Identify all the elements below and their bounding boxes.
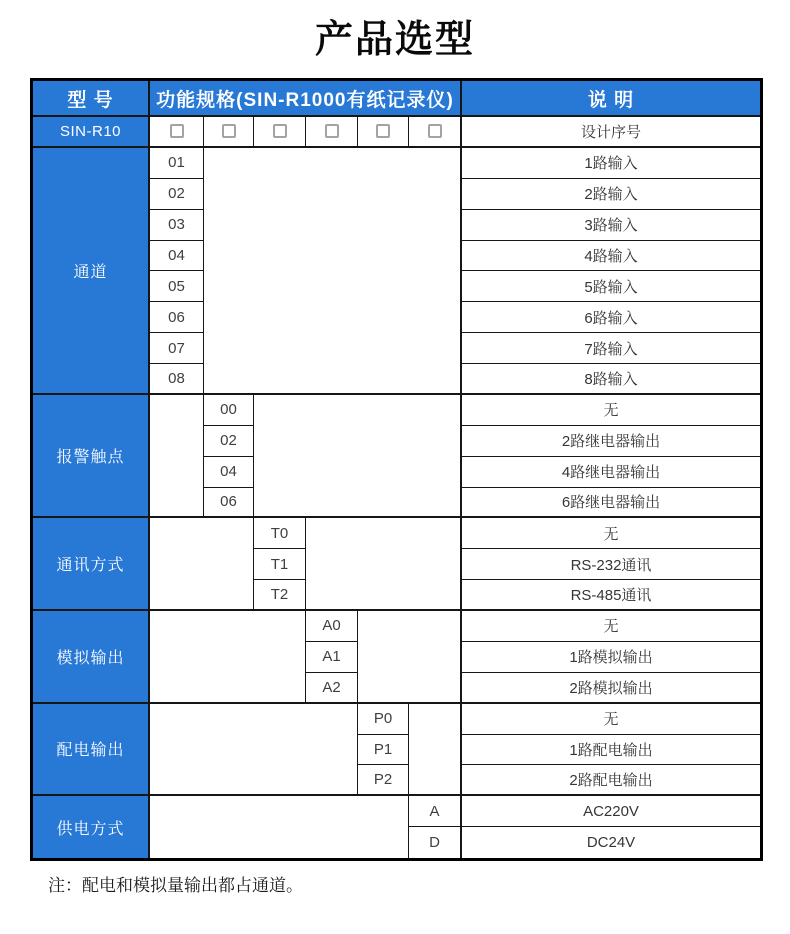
- order-code-box-1: [150, 117, 204, 148]
- section-label-analog: 模拟输出: [33, 611, 150, 704]
- code-cell: P2: [358, 765, 409, 796]
- code-cell: 06: [150, 302, 204, 333]
- desc-cell: 3路输入: [462, 210, 760, 241]
- code-cell: A1: [306, 642, 358, 673]
- spacer-cell: [409, 704, 462, 797]
- header-col-spec: 功能规格(SIN-R1000有纸记录仪): [150, 81, 462, 117]
- code-cell: 02: [150, 179, 204, 210]
- spacer-cell: [150, 518, 254, 611]
- desc-cell: AC220V: [462, 796, 760, 827]
- desc-cell: 4路继电器输出: [462, 457, 760, 488]
- footnote: 注：配电和模拟量输出都占通道。: [48, 876, 303, 895]
- desc-cell: 无: [462, 611, 760, 642]
- desc-cell: 无: [462, 704, 760, 735]
- desc-cell: 4路输入: [462, 241, 760, 272]
- code-cell: 05: [150, 271, 204, 302]
- desc-cell: 无: [462, 395, 760, 426]
- desc-cell: 2路输入: [462, 179, 760, 210]
- order-code-box-2: [204, 117, 254, 148]
- spacer-cell: [204, 148, 462, 395]
- code-cell: P0: [358, 704, 409, 735]
- code-cell: 03: [150, 210, 204, 241]
- order-code-box-4: [306, 117, 358, 148]
- desc-cell: RS-232通讯: [462, 549, 760, 580]
- model-cell: SIN-R10: [33, 117, 150, 148]
- code-cell: T0: [254, 518, 306, 549]
- code-cell: 00: [204, 395, 254, 426]
- checkbox-icon[interactable]: [325, 124, 339, 138]
- spacer-cell: [150, 395, 204, 519]
- code-cell: T2: [254, 580, 306, 611]
- code-cell: 04: [150, 241, 204, 272]
- spacer-cell: [150, 796, 409, 858]
- code-cell: 04: [204, 457, 254, 488]
- desc-cell: RS-485通讯: [462, 580, 760, 611]
- model-desc-cell: 设计序号: [462, 117, 760, 148]
- spacer-cell: [150, 611, 306, 704]
- code-cell: A0: [306, 611, 358, 642]
- checkbox-icon[interactable]: [376, 124, 390, 138]
- desc-cell: 6路输入: [462, 302, 760, 333]
- order-code-box-3: [254, 117, 306, 148]
- code-cell: 01: [150, 148, 204, 179]
- code-cell: 06: [204, 488, 254, 519]
- desc-cell: 2路继电器输出: [462, 426, 760, 457]
- product-selection-table: [30, 78, 763, 861]
- order-code-box-6: [409, 117, 462, 148]
- code-cell: 02: [204, 426, 254, 457]
- checkbox-icon[interactable]: [273, 124, 287, 138]
- desc-cell: 1路配电输出: [462, 735, 760, 766]
- checkbox-icon[interactable]: [428, 124, 442, 138]
- section-label-channels: 通道: [33, 148, 150, 395]
- desc-cell: 无: [462, 518, 760, 549]
- desc-cell: 6路继电器输出: [462, 488, 760, 519]
- code-cell: T1: [254, 549, 306, 580]
- desc-cell: 8路输入: [462, 364, 760, 395]
- page-title: 产品选型: [314, 19, 475, 61]
- order-code-box-5: [358, 117, 409, 148]
- desc-cell: 7路输入: [462, 333, 760, 364]
- desc-cell: 1路模拟输出: [462, 642, 760, 673]
- desc-cell: 1路输入: [462, 148, 760, 179]
- spacer-cell: [254, 395, 462, 519]
- desc-cell: 5路输入: [462, 271, 760, 302]
- code-cell: 08: [150, 364, 204, 395]
- section-label-power-dist: 配电输出: [33, 704, 150, 797]
- checkbox-icon[interactable]: [170, 124, 184, 138]
- header-col-desc: 说 明: [462, 81, 760, 117]
- spacer-cell: [150, 704, 358, 797]
- code-cell: D: [409, 827, 462, 858]
- section-label-comm: 通讯方式: [33, 518, 150, 611]
- code-cell: A: [409, 796, 462, 827]
- desc-cell: 2路模拟输出: [462, 673, 760, 704]
- checkbox-icon[interactable]: [222, 124, 236, 138]
- code-cell: P1: [358, 735, 409, 766]
- section-label-supply: 供电方式: [33, 796, 150, 858]
- spacer-cell: [306, 518, 462, 611]
- desc-cell: DC24V: [586, 834, 636, 852]
- header-col-model: 型 号: [33, 81, 150, 117]
- code-cell: 07: [150, 333, 204, 364]
- spacer-cell: [358, 611, 462, 704]
- code-cell: A2: [306, 673, 358, 704]
- section-label-alarm: 报警触点: [33, 395, 150, 519]
- desc-cell: 2路配电输出: [462, 765, 760, 796]
